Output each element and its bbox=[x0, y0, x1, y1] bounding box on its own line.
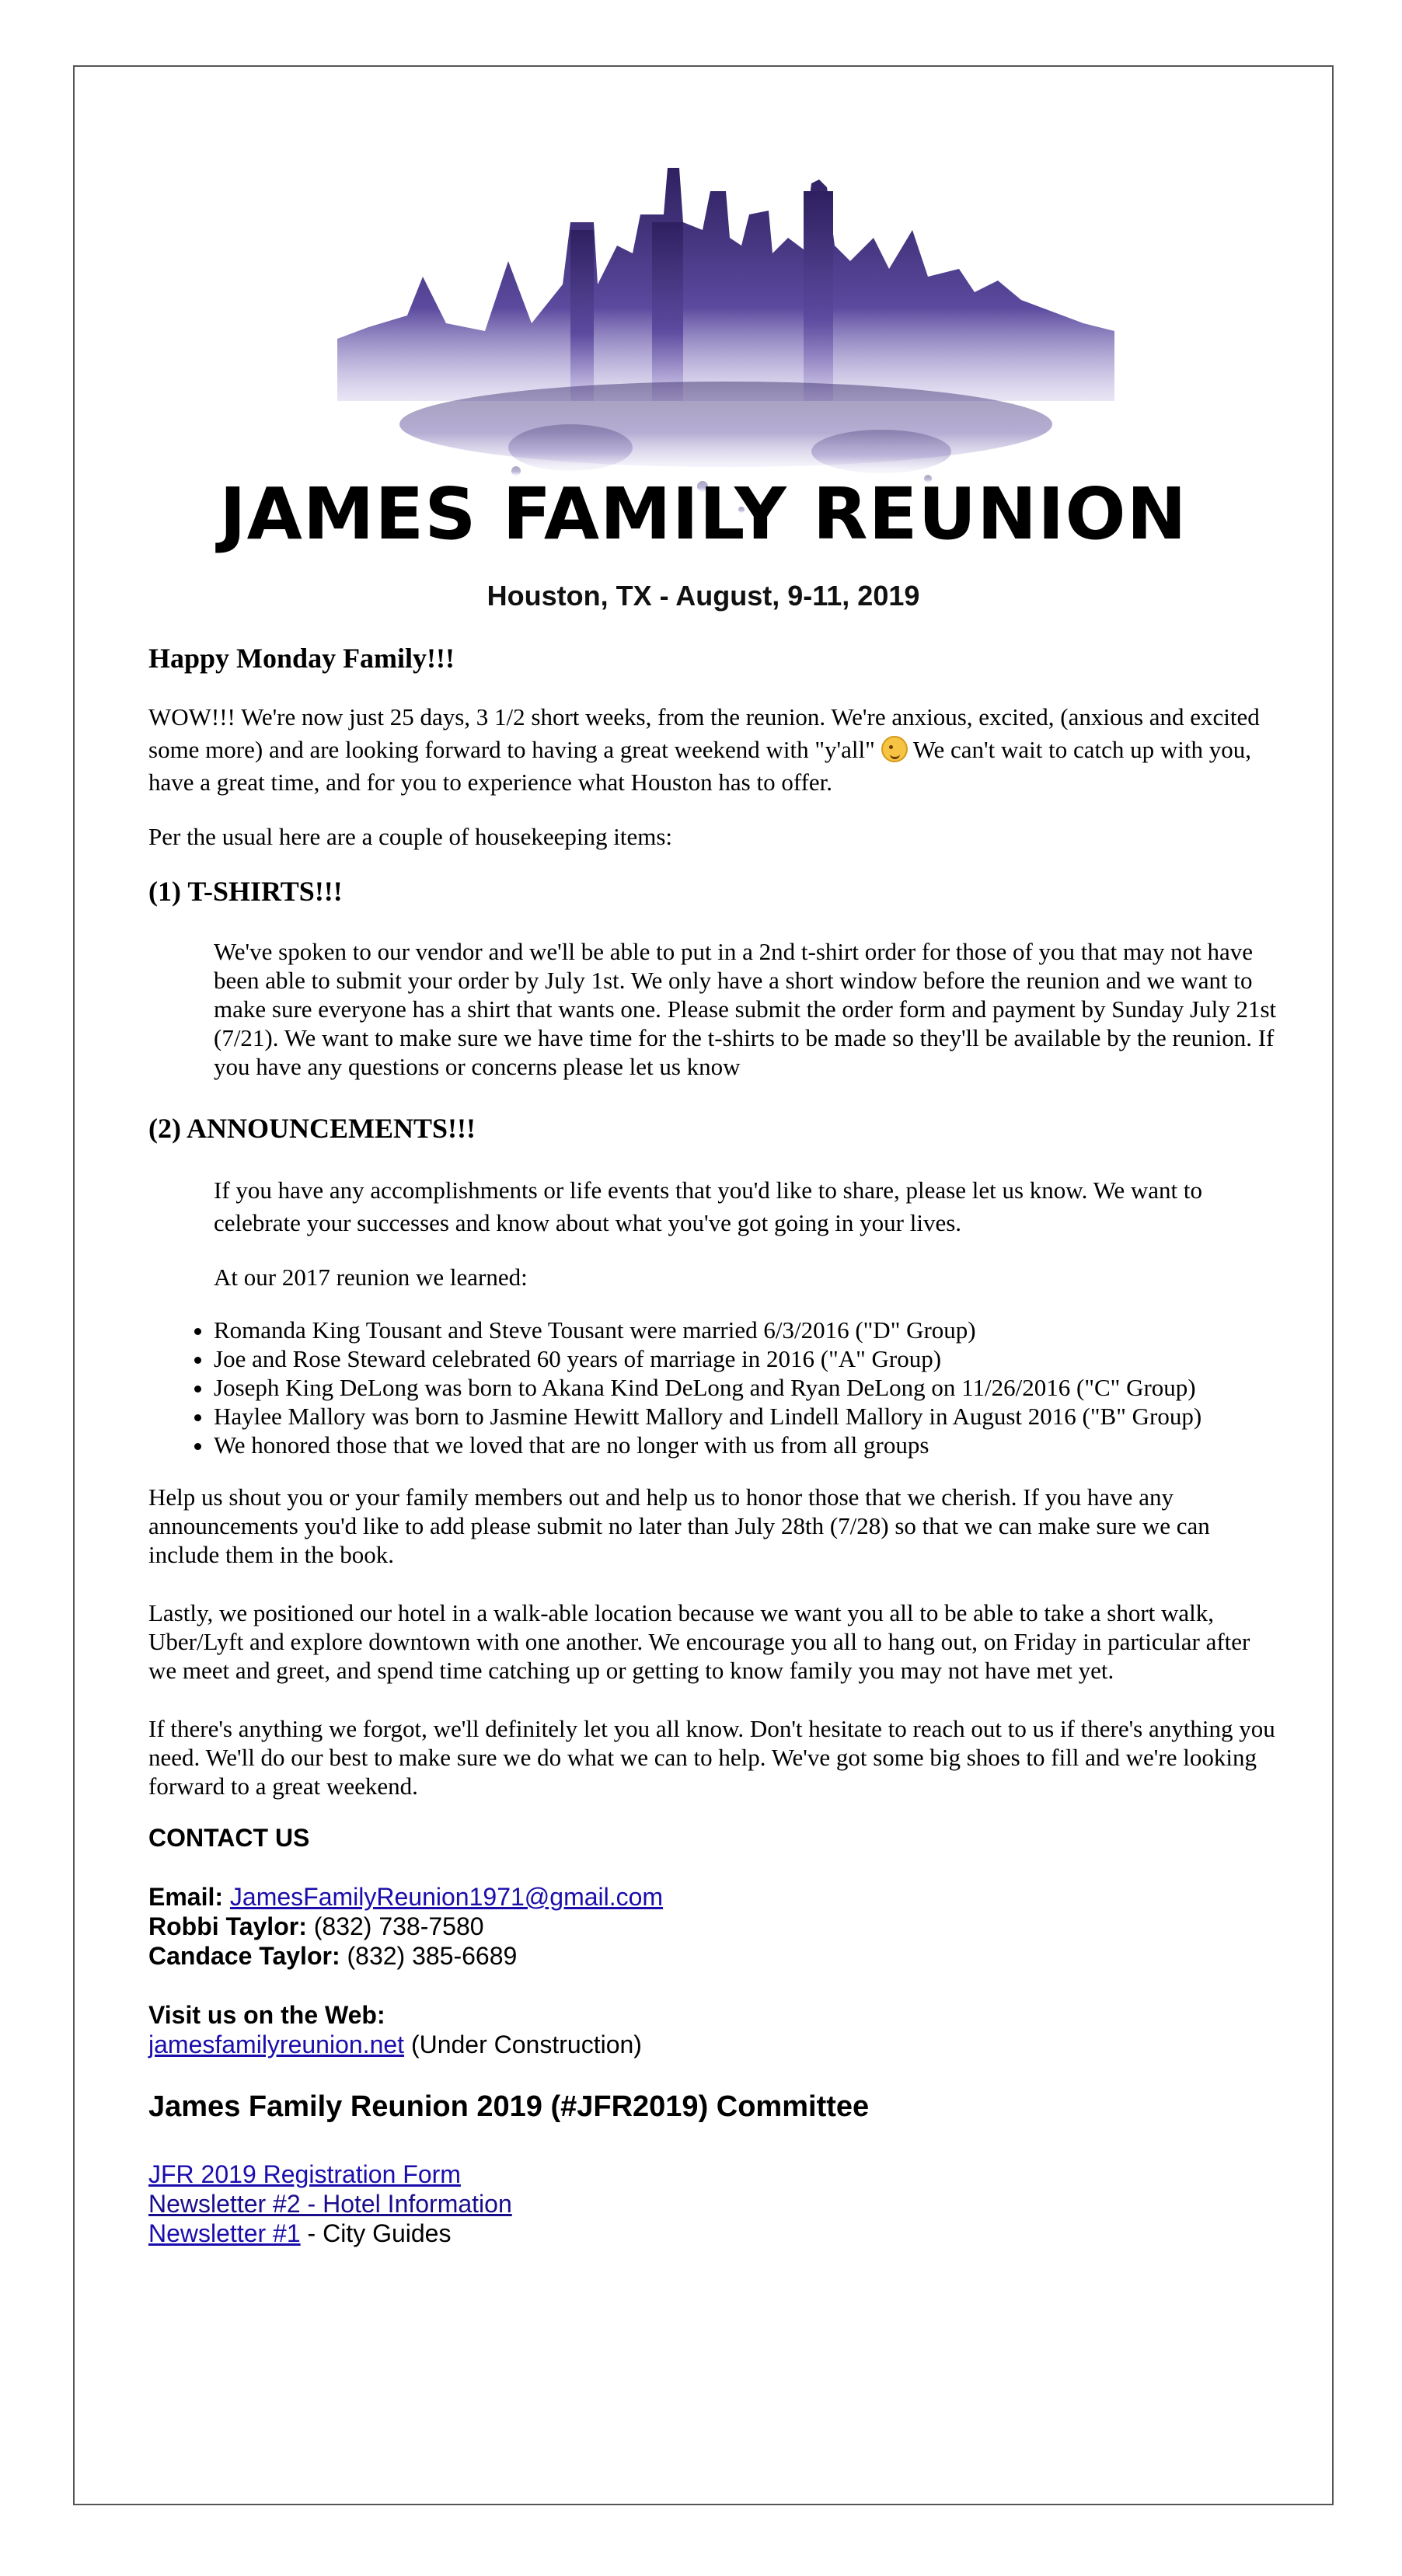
email-line bbox=[148, 1882, 1283, 1912]
announcements-paragraph: If you have any accomplishments or life events that you'd like to share, please let us know. We want to celebrate your successes and know about what you've got going in your lives. bbox=[214, 1176, 1203, 1236]
reunion-logo-title: JAMES FAMILY REUNION bbox=[219, 472, 1188, 556]
web-note: (Under Construction) bbox=[404, 2030, 642, 2058]
shoutout-paragraph: Help us shout you or your family members out and help us to honor those that we cherish. If you have any announcements you'd like to add please submit no later than July 28th (7/28) so that we can make sure we can include them in the book. bbox=[148, 1483, 1210, 1568]
newsletter-2-link[interactable]: Newsletter #2 - Hotel Information bbox=[148, 2190, 512, 2218]
tshirts-heading: (1) T-SHIRTS!!! bbox=[148, 876, 343, 907]
hotel-paragraph: Lastly, we positioned our hotel in a walk-able location because we want you all to be able to take a short walk, Uber/Lyft and explore downtown with one another. We encourage you all to hang out, on Friday in particular after we meet and greet, and spend time catching up or getting to know family you may not have met yet. bbox=[148, 1599, 1250, 1684]
web-label-line bbox=[148, 2000, 1283, 2030]
list-item: • Romanda King Tousant and Steve Tousant were married 6/3/2016 ("D" Group) bbox=[214, 1316, 1283, 1344]
event-subtitle: Houston, TX - August, 9-11, 2019 bbox=[487, 580, 920, 612]
contact-heading: CONTACT US bbox=[148, 1824, 310, 1852]
web-label: Visit us on the Web: bbox=[148, 2001, 385, 2029]
winking-face-icon bbox=[881, 736, 908, 762]
housekeeping-paragraph: Per the usual here are a couple of housekeeping items: bbox=[148, 823, 673, 850]
tshirts-paragraph: We've spoken to our vendor and we'll be able to put in a 2nd t-shirt order for those of you that may not have been able to submit your order by July 1st. We only have a short window before the reunion and we want to make sure everyone has a shirt that wants one. Please submit the order form and payment by Sunday July 21st (7/21). We want to make sure we have time for the t-shirts to be made so they'll be available by the reunion. If you have any questions or concerns please let us know bbox=[214, 938, 1277, 1080]
announcements-heading: (2) ANNOUNCEMENTS!!! bbox=[148, 1113, 476, 1144]
robbi-phone: (832) 738-7580 bbox=[313, 1912, 484, 1940]
website-link[interactable]: jamesfamilyreunion.net bbox=[148, 2030, 405, 2058]
intro-text-a: WOW!!! We're now just 25 days, 3 1/2 short weeks, from the reunion. We're anxious, excited, (anxious and excited some more) and are looking forward to having a great weekend with "y'all" bbox=[148, 703, 1260, 763]
intro-text-b: We can't wait to catch up with you, have a great time, and for you to experience what Houston has to offer. bbox=[148, 736, 1251, 796]
web-link-line bbox=[148, 2030, 1283, 2059]
newsletter-1-link[interactable]: Newsletter #1 bbox=[148, 2219, 301, 2247]
newsletter-frame bbox=[73, 65, 1334, 2505]
newsletter-body bbox=[148, 642, 1283, 2248]
list-item: • Joe and Rose Steward celebrated 60 years of marriage in 2016 ("A" Group) bbox=[214, 1344, 1283, 1373]
list-item: • We honored those that we loved that are no longer with us from all groups bbox=[214, 1431, 1283, 1459]
list-item: • Haylee Mallory was born to Jasmine Hewitt Mallory and Lindell Mallory in August 2016 ("B" Group) bbox=[214, 1402, 1283, 1431]
robbi-label: Robbi Taylor: bbox=[148, 1912, 307, 1940]
intro-paragraph bbox=[148, 701, 1283, 799]
newsletter-1-suffix: - City Guides bbox=[300, 2219, 452, 2247]
announcements-list bbox=[148, 1316, 1283, 1459]
closing-paragraph: If there's anything we forgot, we'll definitely let you all know. Don't hesitate to reach out to us if there's anything you need. We'll do our best to make sure we do what we can to help. We've got some big shoes to fill and we're looking forward to a great weekend. bbox=[148, 1715, 1275, 1800]
newsletter2-line bbox=[148, 2189, 1283, 2219]
candace-line bbox=[148, 1941, 1283, 1971]
candace-phone: (832) 385-6689 bbox=[347, 1942, 518, 1970]
greeting-heading: Happy Monday Family!!! bbox=[148, 643, 455, 674]
robbi-line bbox=[148, 1912, 1283, 1941]
candace-label: Candace Taylor: bbox=[148, 1942, 340, 1970]
learned-paragraph: At our 2017 reunion we learned: bbox=[214, 1264, 528, 1291]
email-link[interactable]: JamesFamilyReunion1971@gmail.com bbox=[229, 1883, 664, 1911]
registration-line bbox=[148, 2159, 1283, 2189]
list-item: • Joseph King DeLong was born to Akana Kind DeLong and Ryan DeLong on 11/26/2016 ("C" Group) bbox=[214, 1373, 1283, 1402]
newsletter1-line bbox=[148, 2219, 1283, 2248]
registration-form-link[interactable]: JFR 2019 Registration Form bbox=[148, 2160, 461, 2188]
committee-heading: James Family Reunion 2019 (#JFR2019) Committee bbox=[148, 2090, 870, 2123]
email-label: Email: bbox=[148, 1883, 224, 1911]
